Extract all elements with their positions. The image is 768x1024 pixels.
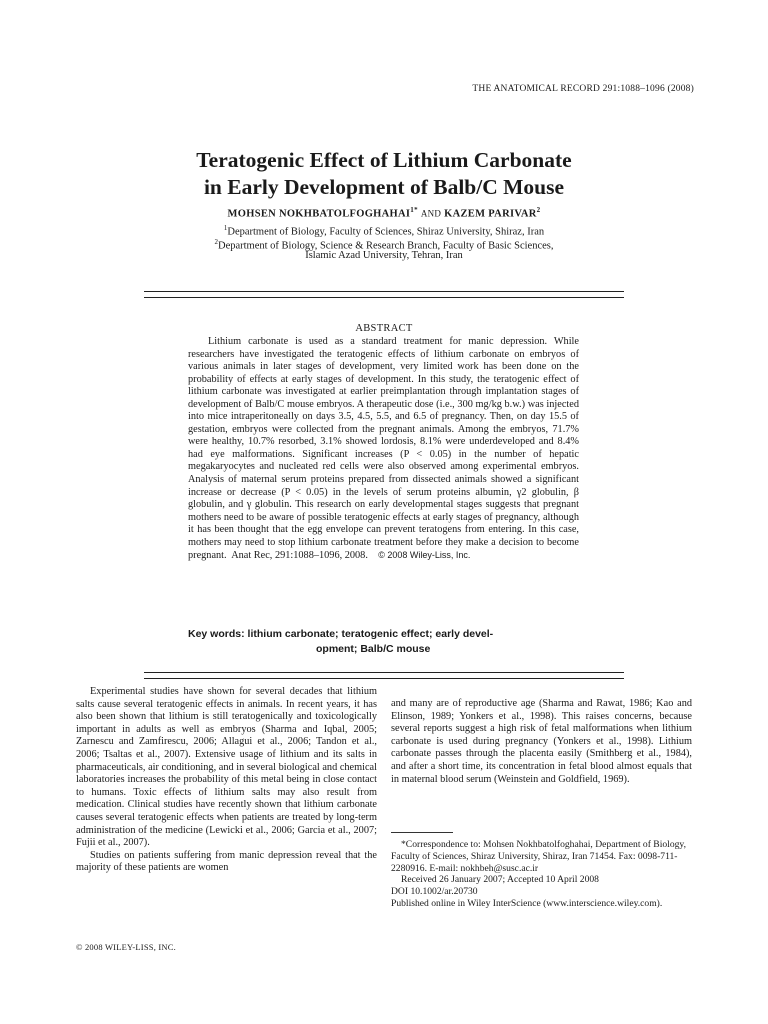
footer-copyright: © 2008 WILEY-LISS, INC. xyxy=(76,942,176,952)
affiliation-2-mark: 2 xyxy=(214,237,218,246)
abstract-heading: ABSTRACT xyxy=(355,323,413,334)
body-column-right xyxy=(391,698,692,786)
body-column-left xyxy=(76,686,377,875)
author-conjunction: AND xyxy=(420,208,442,219)
abstract-copyright: © 2008 Wiley-Liss, Inc. xyxy=(378,550,471,561)
keywords-line-2: opment; Balb/C mouse xyxy=(316,642,431,655)
keywords-label: Key words: xyxy=(188,628,245,640)
divider-top-1 xyxy=(144,291,624,292)
footnote-correspondence: *Correspondence to: Mohsen Nokhbatolfoghahai, Department of Biology, Faculty of Sciences, Shiraz University, Shiraz, Iran 71454. Fax: 0098-711-2280916. E-mail: nokhbeh@susc.ac.ir xyxy=(391,839,686,874)
journal-header: THE ANATOMICAL RECORD 291:1088–1096 (2008) xyxy=(472,84,694,94)
keywords-line-1: lithium carbonate; teratogenic effect; early devel- xyxy=(247,628,494,640)
divider-top-2 xyxy=(144,297,624,298)
title-line-1: Teratogenic Effect of Lithium Carbonate xyxy=(196,148,572,172)
affiliation-3-text: Islamic Azad University, Tehran, Iran xyxy=(305,250,463,261)
title-line-2: in Early Development of Balb/C Mouse xyxy=(203,175,565,199)
footnote-doi: DOI 10.1002/ar.20730 xyxy=(391,886,478,898)
author-2-marks: 2 xyxy=(536,206,541,214)
abstract-body xyxy=(188,336,579,563)
divider-bottom-1 xyxy=(144,672,624,673)
author-1: MOHSEN NOKHBATOLFOGHAHAI xyxy=(227,208,411,220)
author-line xyxy=(0,206,768,220)
author-1-marks: 1* xyxy=(410,206,418,214)
author-2: KAZEM PARIVAR xyxy=(444,208,537,220)
abstract-citation: Anat Rec, 291:1088–1096, 2008. xyxy=(231,550,368,562)
footnote-received: Received 26 January 2007; Accepted 10 April 2008 xyxy=(401,874,599,886)
affiliation-1-text: Department of Biology, Faculty of Sciences, Shiraz University, Shiraz, Iran xyxy=(227,226,545,238)
body-paragraph: and many are of reproductive age (Sharma and Rawat, 1986; Kao and Elinson, 1989; Yonkers et al., 1998). This raises concerns, because several reports suggest a high risk of fetal malformations when lithium carbonate is used during pregnancy (Yonkers et al., 1998). Lithium carbonate passes through the placenta easily (Smithberg et al., 1984), and after a short time, its concentration in fetal blood almost equals that in maternal blood serum (Weinstein and Goldfield, 1969). xyxy=(391,698,692,785)
affiliation-1-mark: 1 xyxy=(223,224,228,232)
footnote xyxy=(391,839,692,910)
footnote-published: Published online in Wiley InterScience (www.interscience.wiley.com). xyxy=(391,897,663,909)
affiliation-2-text: Department of Biology, Science & Research Branch, Faculty of Basic Sciences, xyxy=(217,240,554,251)
divider-bottom-2 xyxy=(144,678,624,679)
abstract-text: Lithium carbonate is used as a standard treatment for manic depression. While researchers have investigated the teratogenic effects of lithium carbonate on embryos of various animals in later stages of development, very limited work has been done on the probability of effects at early stages of development. In this study, the teratogenic effect of lithium carbonate was investigated at earlier preimplantation through implantation stages of development of Balb/C mouse embryos. A therapeutic dose (i.e., 300 mg/kg b.w.) was injected into mice intraperitoneally on days 3.5, 4.5, 5.5, and 6.5 of pregnancy. Then, on day 15.5 of gestation, embryos were collected from the pregnant animals. Among the embryos, 71.7% were healthy, 10.7% resorbed, 3.1% showed lordosis, 8.1% were underdeveloped and 8.4% had eye malformations. Significant increases (P < 0.05) in the number of hepatic megakaryocytes and nucleated red cells were also observed among experimental embryos. Analysis of maternal serum proteins prepared from dissected animals showed a significant increase or decrease (P < 0.05) in the levels of serum proteins albumin, γ2 globulin, β globulin, and γ globulin. This research on early developmental stages suggests that pregnant mothers need to be aware of possible teratogenic effects at early stages of pregnancy, although it has been thought that the egg envelope can prevent teratogens from entering. In this case, mothers may need to stop lithium carbonate treatment before they make a decision to become pregnant. xyxy=(188,336,579,562)
footnote-divider xyxy=(391,832,453,833)
affiliation-3 xyxy=(0,249,768,263)
article-title xyxy=(0,147,768,201)
keywords xyxy=(188,627,579,656)
body-paragraph: Studies on patients suffering from manic depression reveal that the majority of these patients are women xyxy=(76,849,377,874)
body-paragraph: Experimental studies have shown for several decades that lithium salts cause several teratogenic effects in animals. In recent years, it has also been shown that lithium is still teratogenically and toxicologically important in adults as well as embryos (Sharma and Iqbal, 2005; Zarnescu and Zamfirescu, 2006; Allagui et al., 2006; Tandon et al., 2006; Tsaltas et al., 2007). Extensive usage of lithium and its salts in pharmaceuticals, air conditioning, and in several biological and chemical laboratories increases the probability of this metal being in close contact to humans. Toxic effects of lithium salts may also result from medication. Clinical studies have recently shown that lithium carbonate causes several teratogenic effects when patients are treated by long-term administration of the medicine (Lewicki et al., 2006; Garcia et al., 2007; Fujii et al., 2007). xyxy=(76,686,377,849)
